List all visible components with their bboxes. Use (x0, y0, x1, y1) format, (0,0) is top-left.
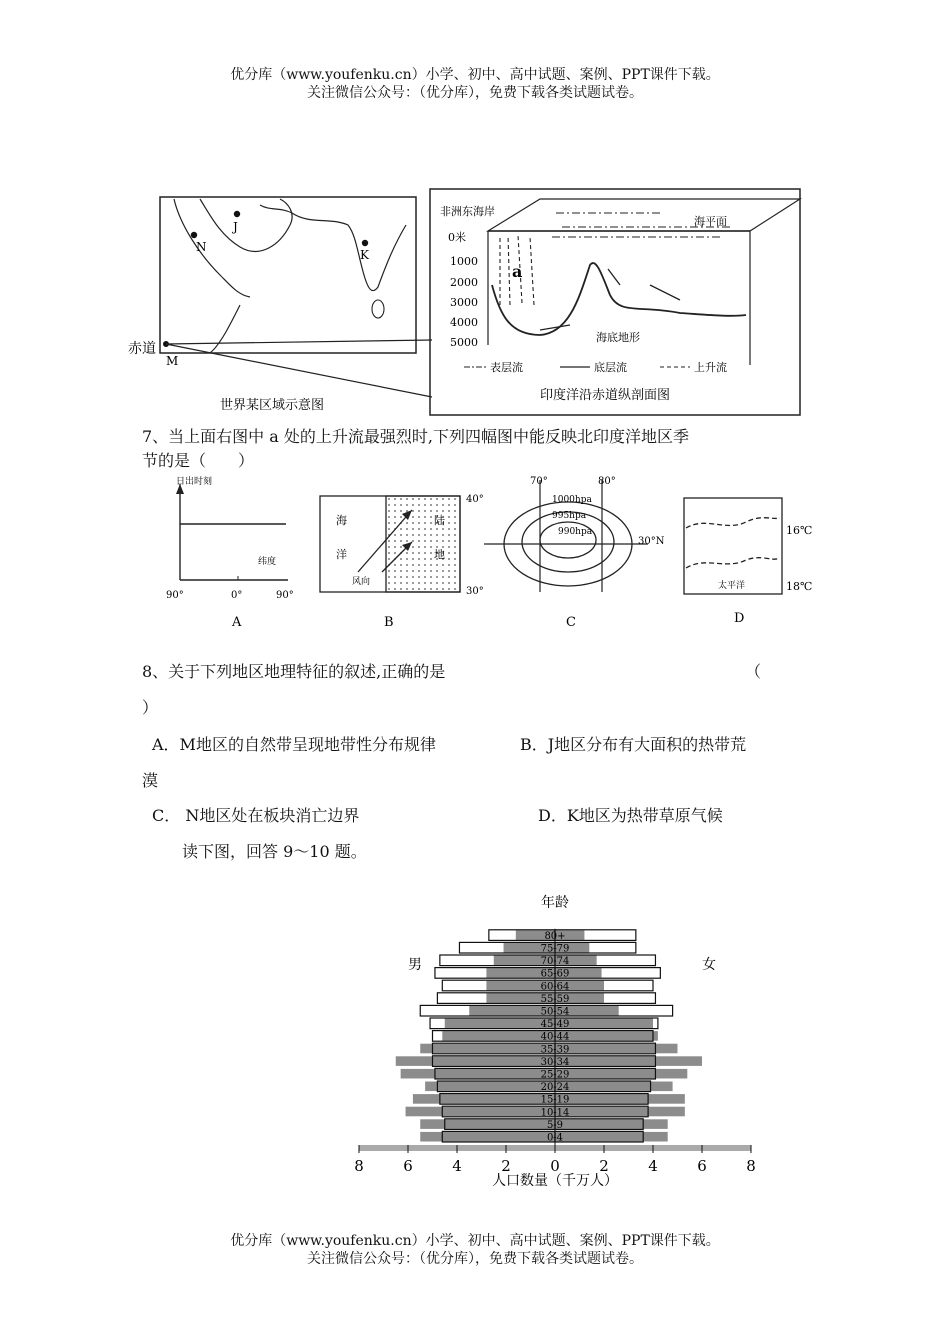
depth-3000: 3000 (450, 296, 478, 309)
fig-c-lon-1: 70° (530, 476, 548, 487)
fig-b-sea-2: 洋 (336, 548, 347, 561)
q8-option-b-cont: 漠 (142, 771, 159, 790)
fig-d-temp-1: 16℃ (786, 524, 813, 537)
pyramid-bar-male-gray (420, 1132, 555, 1142)
q8-paren-open: （ (745, 662, 762, 681)
legend-upwelling-label: 上升流 (694, 361, 727, 374)
pyramid-bar-male-gray (442, 1031, 555, 1041)
q8-option-a[interactable]: A．M地区的自然带呈现地带性分布规律 (152, 735, 436, 754)
q8-paren-close: ） (142, 698, 159, 717)
pyramid-x-label: 人口数量（千万人） (492, 1173, 618, 1189)
pyramid-x-tick-label: 6 (697, 1157, 707, 1175)
pyramid-bar-female-gray (555, 1082, 673, 1092)
pyramid-bar-male-gray (420, 1044, 555, 1054)
pyramid-bar-male-gray (396, 1056, 555, 1066)
fig-c-lat: 30°N (638, 536, 665, 547)
legend-surface-label: 表层流 (490, 361, 523, 374)
header-line-1: 优分库（www.youfenku.cn）小学、初中、高中试题、案例、PPT课件下载。 (230, 67, 720, 83)
connector-line-bottom (166, 344, 432, 397)
fig-a-tick-2: 0° (231, 590, 243, 601)
fig-a-label: A (232, 615, 242, 630)
pyramid-bar-female-gray (555, 1094, 685, 1104)
fig-c-isobar-1: 1000hpa (552, 495, 592, 505)
pyramid-bar-female-gray (555, 1069, 687, 1079)
pyramid-bar-female-gray (555, 1031, 658, 1041)
fig-d-ocean: 太平洋 (718, 581, 746, 591)
fig-b-land-1: 陆 (434, 514, 445, 527)
seafloor-label: 海底地形 (596, 331, 640, 344)
fig-b-label: B (384, 615, 394, 630)
pyramid-x-tick-label: 4 (648, 1157, 658, 1175)
sea-surface-plane (488, 199, 800, 231)
pyramid-x-tick-label: 2 (501, 1157, 511, 1175)
pyramid-age-label: 50-54 (540, 1006, 570, 1018)
depth-1000: 1000 (450, 255, 478, 268)
depth-2000: 2000 (450, 276, 478, 289)
fig-a-x-label: 纬度 (258, 557, 277, 567)
point-j-label: J (233, 220, 238, 234)
point-n-marker (191, 232, 197, 238)
pyramid-age-label: 40-44 (540, 1031, 570, 1043)
fig-b-land-2: 地 (434, 548, 445, 561)
coastline-arabia (200, 199, 292, 251)
pyramid-bar-female-gray (555, 1119, 668, 1129)
coast-label: 非洲东海岸 (440, 205, 495, 218)
bottom-flow-arrows (540, 269, 680, 330)
pyramid-x-tick-label: 6 (403, 1157, 413, 1175)
pyramid-age-label: 80+ (544, 930, 566, 942)
pyramid-age-label: 75-79 (540, 943, 570, 955)
pyramid-age-label: 25-29 (540, 1069, 570, 1081)
fig-a-y-label: 日出时刻 (176, 477, 213, 487)
pyramid-bar-male-gray (425, 1082, 555, 1092)
sea-level-label: 海平面 (694, 215, 727, 228)
q8-option-b[interactable]: B．J地区分布有大面积的热带荒 (520, 735, 747, 754)
coastline-east-africa (210, 305, 240, 353)
q7-figures (158, 472, 818, 632)
fig-d (684, 498, 812, 626)
pyramid-x-tick-label: 8 (354, 1157, 364, 1175)
top-figure (120, 185, 810, 420)
q8-option-c[interactable]: C． N地区处在板块消亡边界 (152, 806, 360, 825)
legend-bottom-label: 底层流 (594, 361, 627, 374)
pyramid-age-label: 0-4 (546, 1132, 564, 1144)
fig-b-lat-bottom: 30° (466, 586, 484, 597)
seafloor-profile (492, 263, 746, 335)
header-line-2: 关注微信公众号：（优分库），免费下载各类试题试卷。 (307, 85, 643, 101)
fig-b-wind-label: 风向 (352, 577, 371, 587)
pyramid-male-label: 男 (408, 957, 422, 973)
point-j-marker (234, 211, 240, 217)
q7-line-2: 节的是（ ） (142, 451, 255, 470)
point-k-marker (362, 240, 368, 246)
q8-option-d[interactable]: D．K地区为热带草原气候 (538, 806, 723, 825)
pyramid-age-label: 45-49 (540, 1019, 570, 1031)
section-caption: 印度洋沿赤道纵剖面图 (540, 388, 671, 403)
population-pyramid (340, 885, 770, 1195)
fig-a-tick-1: 90° (166, 590, 184, 601)
pyramid-age-label: 15-19 (540, 1094, 570, 1106)
footer-line-2: 关注微信公众号：（优分库），免费下载各类试题试卷。 (307, 1251, 643, 1267)
pyramid-bar-male-gray (420, 1119, 555, 1129)
fig-c-lon-2: 80° (598, 476, 616, 487)
pyramid-age-label: 20-24 (540, 1082, 570, 1094)
pyramid-age-label: 10-14 (540, 1107, 570, 1119)
map-frame (160, 197, 416, 353)
pyramid-bar-female-gray (555, 1107, 685, 1117)
q8-stem: 8、关于下列地区地理特征的叙述,正确的是 (142, 662, 446, 681)
pyramid-age-label: 35-39 (540, 1044, 570, 1056)
sri-lanka-outline (372, 300, 384, 318)
pyramid-bar-female-gray (555, 1056, 702, 1066)
depth-5000: 5000 (450, 336, 478, 349)
pyramid-bar-male-gray (401, 1069, 555, 1079)
pyramid-bar-female-gray (555, 1132, 668, 1142)
fig-a (166, 475, 294, 630)
fig-c-isobar-3: 990hpa (558, 527, 593, 537)
pyramid-bar-male-gray (413, 1094, 555, 1104)
fig-a-tick-3: 90° (276, 590, 294, 601)
pyramid-x-tick-label: 0 (550, 1157, 560, 1175)
fig-d-label: D (734, 611, 745, 626)
q7-line-1: 7、当上面右图中 a 处的上升流最强烈时,下列四幅图中能反映北印度洋地区季 (142, 427, 689, 446)
instruction-text: 读下图，回答 9～10 题。 (182, 842, 367, 861)
pyramid-age-label: 55-59 (540, 993, 570, 1005)
pyramid-age-label: 70-74 (540, 956, 570, 968)
map-caption: 世界某区域示意图 (220, 398, 325, 413)
fig-b-sea-1: 海 (336, 514, 347, 527)
depth-0: 0米 (448, 231, 466, 244)
equator-label: 赤道 (128, 341, 156, 357)
pyramid-age-label: 65-69 (540, 968, 570, 980)
fig-b (320, 494, 484, 630)
pyramid-bar-male-gray (445, 1019, 555, 1029)
pyramid-x-tick-label: 4 (452, 1157, 462, 1175)
pyramid-age-label: 60-64 (540, 981, 570, 993)
pyramid-bar-female-gray (555, 1019, 653, 1029)
fig-c-label: C (566, 615, 576, 630)
pyramid-bar-male-gray (406, 1107, 555, 1117)
pyramid-age-label: 30-34 (540, 1056, 570, 1068)
pyramid-x-tick-label: 2 (599, 1157, 609, 1175)
fig-b-lat-top: 40° (466, 494, 484, 505)
pyramid-x-tick-label: 8 (746, 1157, 756, 1175)
pyramid-age-label: 5-9 (546, 1119, 564, 1131)
fig-d-temp-2: 18℃ (786, 580, 813, 593)
connector-line-top (166, 340, 432, 344)
fig-c-isobar-2: 995hpa (552, 511, 587, 521)
footer-line-1: 优分库（www.youfenku.cn）小学、初中、高中试题、案例、PPT课件下载。 (230, 1233, 720, 1249)
pyramid-title: 年龄 (541, 895, 569, 911)
fig-c (484, 476, 665, 630)
coastline-india (260, 205, 406, 291)
pyramid-bar-female-gray (555, 1044, 678, 1054)
pyramid-female-label: 女 (702, 957, 716, 973)
point-k-label: K (360, 248, 369, 262)
depth-4000: 4000 (450, 316, 478, 329)
point-m-label: M (166, 354, 179, 368)
point-n-label: N (196, 240, 207, 254)
point-a-label: a (512, 262, 523, 281)
